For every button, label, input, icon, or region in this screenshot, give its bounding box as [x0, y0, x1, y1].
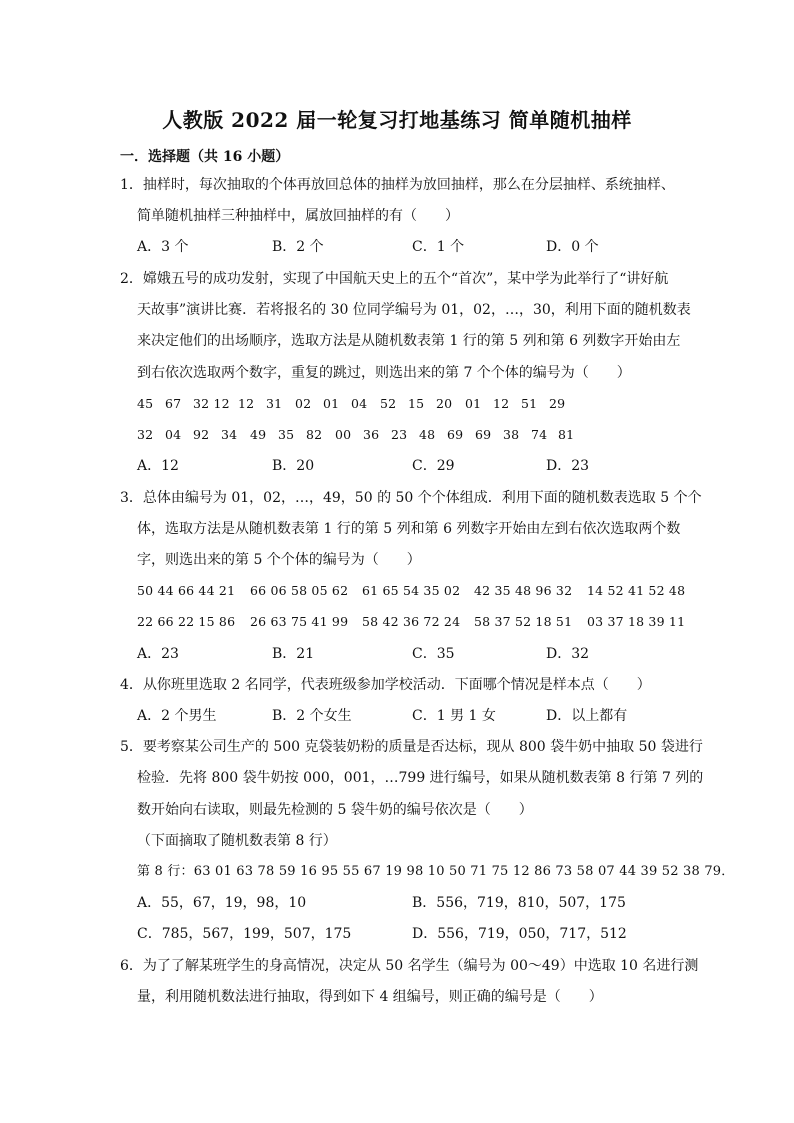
q2-random-number: 48	[419, 427, 436, 442]
q2-random-number: 31	[266, 396, 283, 411]
q2-random-number: 69	[475, 427, 492, 442]
q3-random-number-group: 42 35 48 96 32	[474, 583, 573, 598]
q2-random-number: 20	[436, 396, 453, 411]
q2-random-number: 74	[531, 427, 548, 442]
q2-random-number: 32 12	[193, 396, 230, 411]
q2-text-line: 天故事”演讲比赛．若将报名的 30 位同学编号为 01，02，…，30，利用下面的随机数表	[137, 302, 691, 318]
q2-random-number: 01	[465, 396, 482, 411]
q2-random-number: 15	[408, 396, 425, 411]
q2-random-number: 67	[165, 396, 182, 411]
q2-random-number: 45	[137, 396, 154, 411]
q2-random-number: 82	[306, 427, 323, 442]
q3-random-number-group: 66 06 58 05 62	[250, 583, 349, 598]
q2-option-a: A．12	[137, 458, 179, 474]
q2-random-number: 49	[250, 427, 267, 442]
q1-text-line: 简单随机抽样三种抽样中，属放回抽样的有（ ）	[137, 208, 459, 224]
q2-random-number: 23	[391, 427, 408, 442]
q5-option-d: D．556，719，050，717，512	[412, 926, 627, 942]
q5-note: （下面摘取了随机数表第 8 行）	[137, 833, 337, 849]
q1-option-a: A．3 个	[137, 239, 189, 255]
q2-text-line: 2．嫦娥五号的成功发射，实现了中国航天史上的五个“首次”，某中学为此举行了“讲好航	[120, 271, 669, 287]
q2-random-number: 00	[335, 427, 352, 442]
document-title: 人教版 2022 届一轮复习打地基练习 简单随机抽样	[162, 108, 632, 132]
q2-option-d: D．23	[546, 458, 590, 474]
q6-text-line: 量，利用随机数法进行抽取，得到如下 4 组编号，则正确的编号是（ ）	[137, 989, 603, 1005]
q3-text-line: 字，则选出来的第 5 个个体的编号为（ ）	[137, 552, 421, 568]
q5-text-line: 检验．先将 800 袋牛奶按 000，001，…799 进行编号，如果从随机数表第 8 行第 7 列的	[137, 770, 704, 786]
q2-random-number: 69	[447, 427, 464, 442]
q5-option-b: B．556，719，810，507，175	[412, 895, 626, 911]
q2-random-number: 51	[521, 396, 538, 411]
q2-text-line: 来决定他们的出场顺序，选取方法是从随机数表第 1 行的第 5 列和第 6 列数字开始由左	[137, 333, 681, 349]
q3-random-number-group: 58 37 52 18 51	[474, 614, 573, 629]
q4-option-b: B．2 个女生	[272, 708, 352, 724]
q1-option-b: B．2 个	[272, 239, 324, 255]
q3-random-number-group: 14 52 41 52 48	[587, 583, 686, 598]
q3-random-number-group: 61 65 54 35 02	[362, 583, 461, 598]
q2-random-number: 38	[503, 427, 520, 442]
q5-option-c: C．785，567，199，507，175	[137, 926, 352, 942]
q2-random-number: 81	[558, 427, 575, 442]
q3-option-c: C．35	[412, 646, 455, 662]
q2-random-number: 04	[165, 427, 182, 442]
q2-random-number: 01	[323, 396, 340, 411]
q2-random-number: 02	[295, 396, 312, 411]
q3-option-d: D．32	[546, 646, 590, 662]
q2-random-number: 36	[363, 427, 380, 442]
q1-option-d: D．0 个	[546, 239, 599, 255]
q5-text-line: 5．要考察某公司生产的 500 克袋装奶粉的质量是否达标，现从 800 袋牛奶中抽取 50 袋进行	[120, 739, 703, 755]
q1-option-c: C．1 个	[412, 239, 465, 255]
q6-text-line: 6．为了了解某班学生的身高情况，决定从 50 名学生（编号为 00～49）中选取 10 名进行测	[120, 958, 699, 974]
q4-option-a: A．2 个男生	[137, 708, 217, 724]
q2-random-number: 92	[193, 427, 210, 442]
q2-option-c: C．29	[412, 458, 455, 474]
q5-option-a: A．55，67，19，98，10	[137, 895, 307, 911]
q4-option-c: C．1 男 1 女	[412, 708, 496, 724]
q2-random-number: 04	[351, 396, 368, 411]
q3-random-number-group: 58 42 36 72 24	[362, 614, 461, 629]
q3-text-line: 3．总体由编号为 01，02，…，49，50 的 50 个个体组成．利用下面的随机数表选取 5 个个	[120, 490, 702, 506]
q3-random-number-group: 22 66 22 15 86	[137, 614, 236, 629]
q5-text-line: 数开始向右读取，则最先检测的 5 袋牛奶的编号依次是（ ）	[137, 802, 533, 818]
q4-option-d: D．以上都有	[546, 708, 628, 724]
q2-random-number: 29	[549, 396, 566, 411]
section-heading: 一．选择题（共 16 小题）	[120, 149, 290, 165]
q3-random-number-group: 03 37 18 39 11	[587, 614, 686, 629]
q2-random-number: 12	[238, 396, 255, 411]
q3-option-b: B．21	[272, 646, 315, 662]
q3-random-number-group: 50 44 66 44 21	[137, 583, 236, 598]
q2-random-number: 12	[493, 396, 510, 411]
q2-random-number: 35	[278, 427, 295, 442]
q3-random-number-group: 26 63 75 41 99	[250, 614, 349, 629]
q5-random-row: 第 8 行：63 01 63 78 59 16 95 55 67 19 98 10 50 71 75 12 86 73 58 07 44 39 52 38 79．	[137, 864, 735, 879]
q2-random-number: 32	[137, 427, 154, 442]
q3-option-a: A．23	[137, 646, 179, 662]
q4-text-line: 4．从你班里选取 2 名同学，代表班级参加学校活动．下面哪个情况是样本点（ ）	[120, 677, 651, 693]
q1-text-line: 1．抽样时，每次抽取的个体再放回总体的抽样为放回抽样，那么在分层抽样、系统抽样、	[120, 177, 675, 193]
q2-option-b: B．20	[272, 458, 315, 474]
q3-text-line: 体，选取方法是从随机数表第 1 行的第 5 列和第 6 列数字开始由左到右依次选取两个数	[137, 521, 681, 537]
q2-random-number: 34	[221, 427, 238, 442]
q2-text-line: 到右依次选取两个数字，重复的跳过，则选出来的第 7 个个体的编号为（ ）	[137, 365, 631, 381]
q2-random-number: 52	[380, 396, 397, 411]
